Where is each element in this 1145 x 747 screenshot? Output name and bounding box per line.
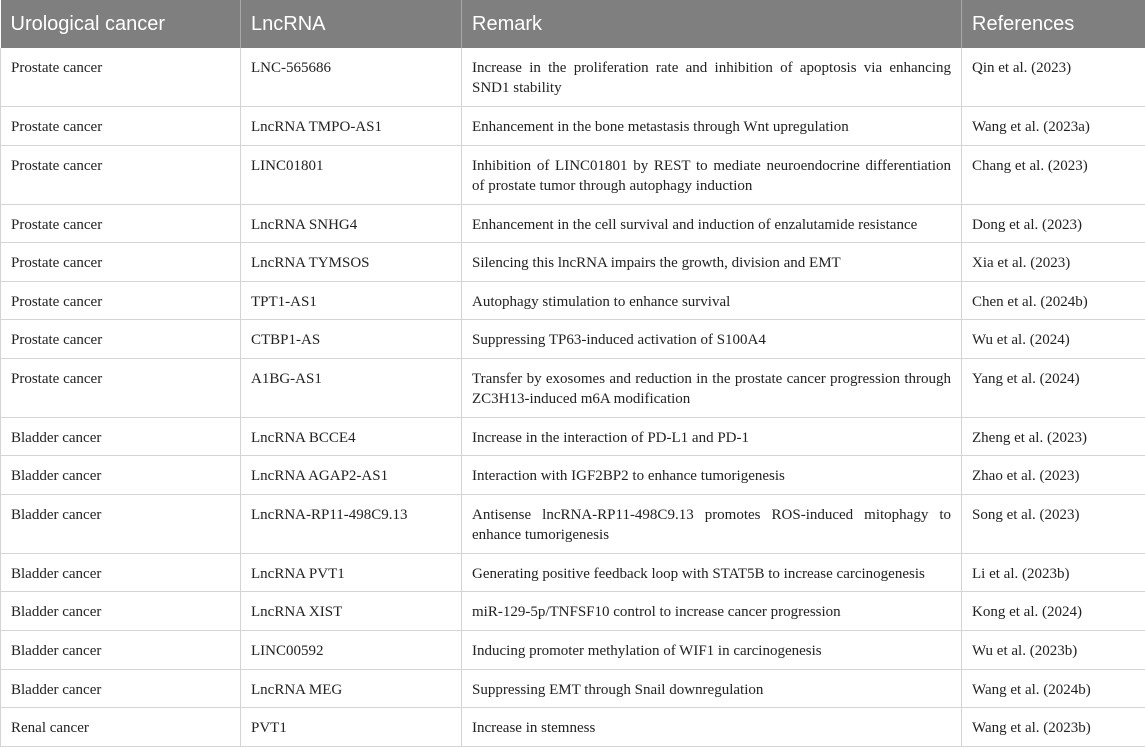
cell-remark: Generating positive feedback loop with STAT5B to increase carcinogenesis xyxy=(462,553,962,592)
cell-reference: Dong et al. (2023) xyxy=(962,204,1145,243)
cell-reference: Wang et al. (2023b) xyxy=(962,708,1145,747)
table-row xyxy=(1,145,1145,204)
header-references: References xyxy=(972,12,1075,35)
cell-reference: Zheng et al. (2023) xyxy=(962,417,1145,456)
table-row xyxy=(1,456,1145,495)
cell-lncrna: LncRNA AGAP2-AS1 xyxy=(241,456,462,495)
table-row xyxy=(1,592,1145,631)
cell-remark: Increase in the interaction of PD-L1 and PD-1 xyxy=(462,417,962,456)
cell-reference: Song et al. (2023) xyxy=(962,495,1145,554)
cell-remark: Inducing promoter methylation of WIF1 in carcinogenesis xyxy=(462,631,962,670)
cell-reference: Zhao et al. (2023) xyxy=(962,456,1145,495)
cell-cancer: Bladder cancer xyxy=(1,456,241,495)
cell-remark: Inhibition of LINC01801 by REST to mediate neuroendocrine differentiation of prostate tumor through autophagy induction xyxy=(462,145,962,204)
cell-lncrna: LncRNA SNHG4 xyxy=(241,204,462,243)
table-row xyxy=(1,631,1145,670)
cell-lncrna: LINC00592 xyxy=(241,631,462,670)
cell-lncrna: LINC01801 xyxy=(241,145,462,204)
cell-lncrna: LncRNA-RP11-498C9.13 xyxy=(241,495,462,554)
cell-lncrna: LncRNA PVT1 xyxy=(241,553,462,592)
cell-lncrna: LNC-565686 xyxy=(241,48,462,107)
cell-cancer: Bladder cancer xyxy=(1,495,241,554)
cell-remark: Antisense lncRNA-RP11-498C9.13 promotes ROS-induced mitophagy to enhance tumorigenesis xyxy=(462,495,962,554)
cell-cancer: Prostate cancer xyxy=(1,107,241,146)
cell-remark: Silencing this lncRNA impairs the growth, division and EMT xyxy=(462,243,962,282)
table-row xyxy=(1,243,1145,282)
table-row xyxy=(1,417,1145,456)
cell-cancer: Bladder cancer xyxy=(1,592,241,631)
cell-reference: Wang et al. (2023a) xyxy=(962,107,1145,146)
cell-reference: Xia et al. (2023) xyxy=(962,243,1145,282)
cell-reference: Chen et al. (2024b) xyxy=(962,281,1145,320)
cell-cancer: Renal cancer xyxy=(1,708,241,747)
header-urological-cancer: Urological cancer xyxy=(1,0,241,48)
cell-cancer: Bladder cancer xyxy=(1,669,241,708)
cell-remark: Enhancement in the bone metastasis through Wnt upregulation xyxy=(462,107,962,146)
table-row xyxy=(1,281,1145,320)
cell-remark: Increase in stemness xyxy=(462,708,962,747)
cell-reference: Chang et al. (2023) xyxy=(962,145,1145,204)
table-row xyxy=(1,48,1145,107)
cell-lncrna: LncRNA TYMSOS xyxy=(241,243,462,282)
cell-cancer: Prostate cancer xyxy=(1,204,241,243)
cell-remark: Suppressing EMT through Snail downregulation xyxy=(462,669,962,708)
cell-lncrna: A1BG-AS1 xyxy=(241,359,462,418)
table-row xyxy=(1,495,1145,554)
header-remark: Remark xyxy=(462,0,962,48)
cell-cancer: Prostate cancer xyxy=(1,281,241,320)
cell-lncrna: LncRNA TMPO-AS1 xyxy=(241,107,462,146)
cell-lncrna: LncRNA MEG xyxy=(241,669,462,708)
cell-cancer: Prostate cancer xyxy=(1,145,241,204)
header-lncrna: LncRNA xyxy=(241,0,462,48)
cell-cancer: Prostate cancer xyxy=(1,243,241,282)
table-row xyxy=(1,204,1145,243)
cell-lncrna: LncRNA BCCE4 xyxy=(241,417,462,456)
table-row xyxy=(1,359,1145,418)
cell-remark: Suppressing TP63-induced activation of S100A4 xyxy=(462,320,962,359)
cell-reference: Qin et al. (2023) xyxy=(962,48,1145,107)
cell-remark: Autophagy stimulation to enhance survival xyxy=(462,281,962,320)
cell-remark: Increase in the proliferation rate and inhibition of apoptosis via enhancing SND1 stability xyxy=(462,48,962,107)
cell-cancer: Bladder cancer xyxy=(1,417,241,456)
cell-reference: Kong et al. (2024) xyxy=(962,592,1145,631)
cell-lncrna: TPT1-AS1 xyxy=(241,281,462,320)
cell-reference: Wu et al. (2023b) xyxy=(962,631,1145,670)
table-row xyxy=(1,553,1145,592)
table-header-row xyxy=(1,0,1145,48)
cell-lncrna: LncRNA XIST xyxy=(241,592,462,631)
cell-reference: Yang et al. (2024) xyxy=(962,359,1145,418)
cell-reference: Wang et al. (2024b) xyxy=(962,669,1145,708)
cell-remark: Enhancement in the cell survival and induction of enzalutamide resistance xyxy=(462,204,962,243)
table-row xyxy=(1,669,1145,708)
cell-remark: Interaction with IGF2BP2 to enhance tumorigenesis xyxy=(462,456,962,495)
cell-remark: Transfer by exosomes and reduction in the prostate cancer progression through ZC3H13-induced m6A modification xyxy=(462,359,962,418)
table-row xyxy=(1,107,1145,146)
cell-remark: miR-129-5p/TNFSF10 control to increase cancer progression xyxy=(462,592,962,631)
cell-cancer: Prostate cancer xyxy=(1,320,241,359)
table-row xyxy=(1,708,1145,747)
cell-cancer: Prostate cancer xyxy=(1,359,241,418)
cell-lncrna: PVT1 xyxy=(241,708,462,747)
cell-reference: Wu et al. (2024) xyxy=(962,320,1145,359)
cell-cancer: Bladder cancer xyxy=(1,553,241,592)
cell-reference: Li et al. (2023b) xyxy=(962,553,1145,592)
cell-lncrna: CTBP1-AS xyxy=(241,320,462,359)
cell-cancer: Bladder cancer xyxy=(1,631,241,670)
table-row xyxy=(1,320,1145,359)
cell-cancer: Prostate cancer xyxy=(1,48,241,107)
